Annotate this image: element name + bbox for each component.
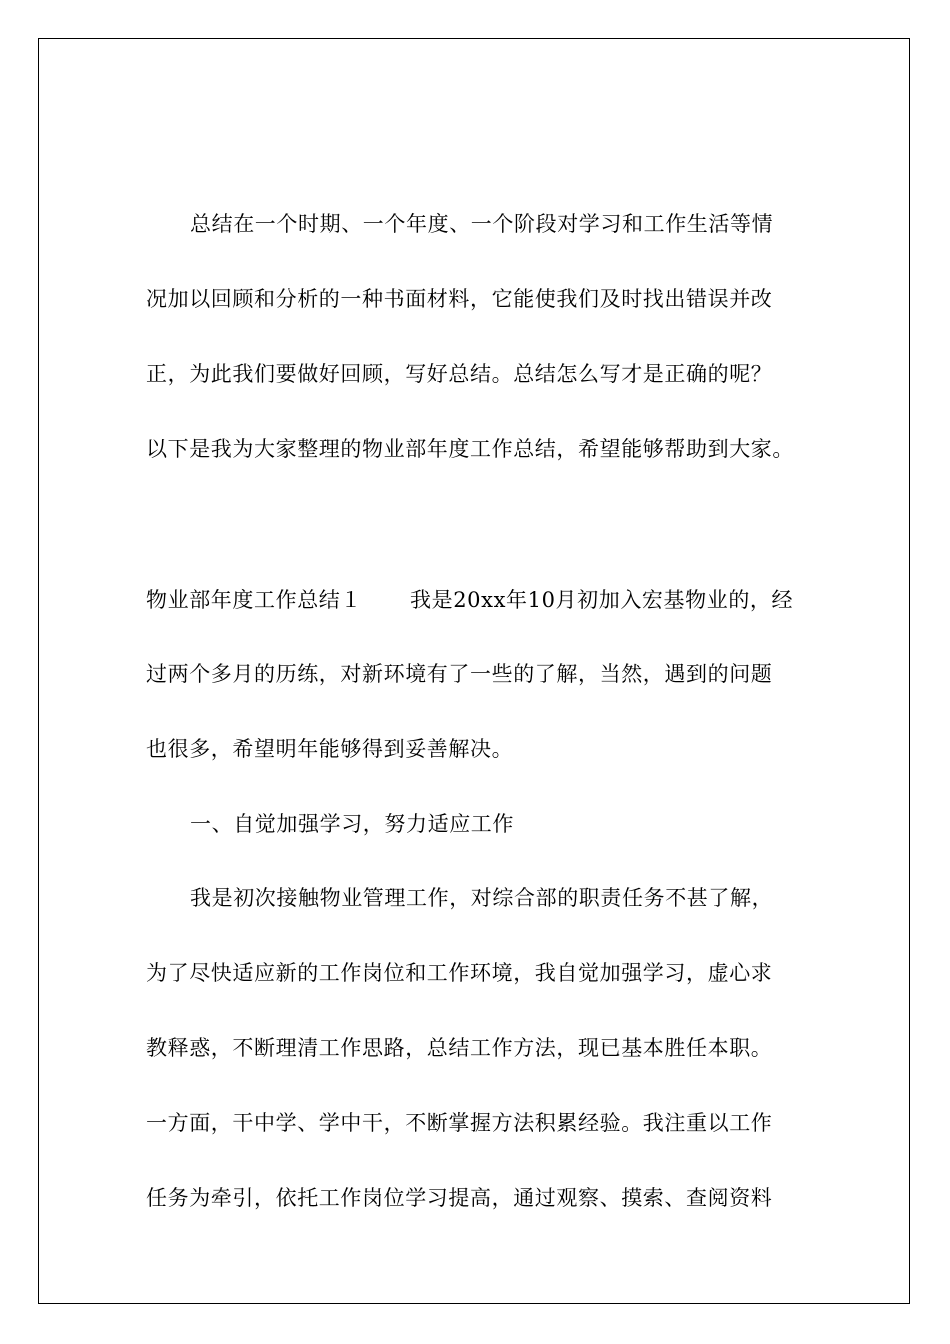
body-line-5: 任务为牵引，依托工作岗位学习提高，通过观察、摸索、查阅资料 xyxy=(146,1186,773,1210)
body-line-4: 一方面，干中学、学中干，不断掌握方法积累经验。我注重以工作 xyxy=(146,1111,773,1135)
intro-line-1: 总结在一个时期、一个年度、一个阶段对学习和工作生活等情 xyxy=(190,212,774,236)
intro-line-2: 况加以回顾和分析的一种书面材料，它能使我们及时找出错误并改 xyxy=(146,287,773,311)
intro-line-3: 正，为此我们要做好回顾，写好总结。总结怎么写才是正确的呢？ xyxy=(146,362,773,386)
body-line-3: 教释惑，不断理清工作思路，总结工作方法，现已基本胜任本职。 xyxy=(146,1036,773,1060)
intro-line-4: 以下是我为大家整理的物业部年度工作总结，希望能够帮助到大家。 xyxy=(146,437,794,461)
section-title-line xyxy=(146,586,793,614)
section-first-line: 我是20xx年10月初加入宏基物业的，经 xyxy=(410,588,794,612)
heading-1: 一、自觉加强学习，努力适应工作 xyxy=(190,812,514,836)
section-line-2: 过两个多月的历练，对新环境有了一些的了解，当然，遇到的问题 xyxy=(146,662,773,686)
section-title: 物业部年度工作总结１ xyxy=(146,588,362,612)
body-line-2: 为了尽快适应新的工作岗位和工作环境，我自觉加强学习，虚心求 xyxy=(146,961,773,985)
section-line-3: 也很多，希望明年能够得到妥善解决。 xyxy=(146,737,514,761)
body-line-1: 我是初次接触物业管理工作，对综合部的职责任务不甚了解， xyxy=(190,886,774,910)
